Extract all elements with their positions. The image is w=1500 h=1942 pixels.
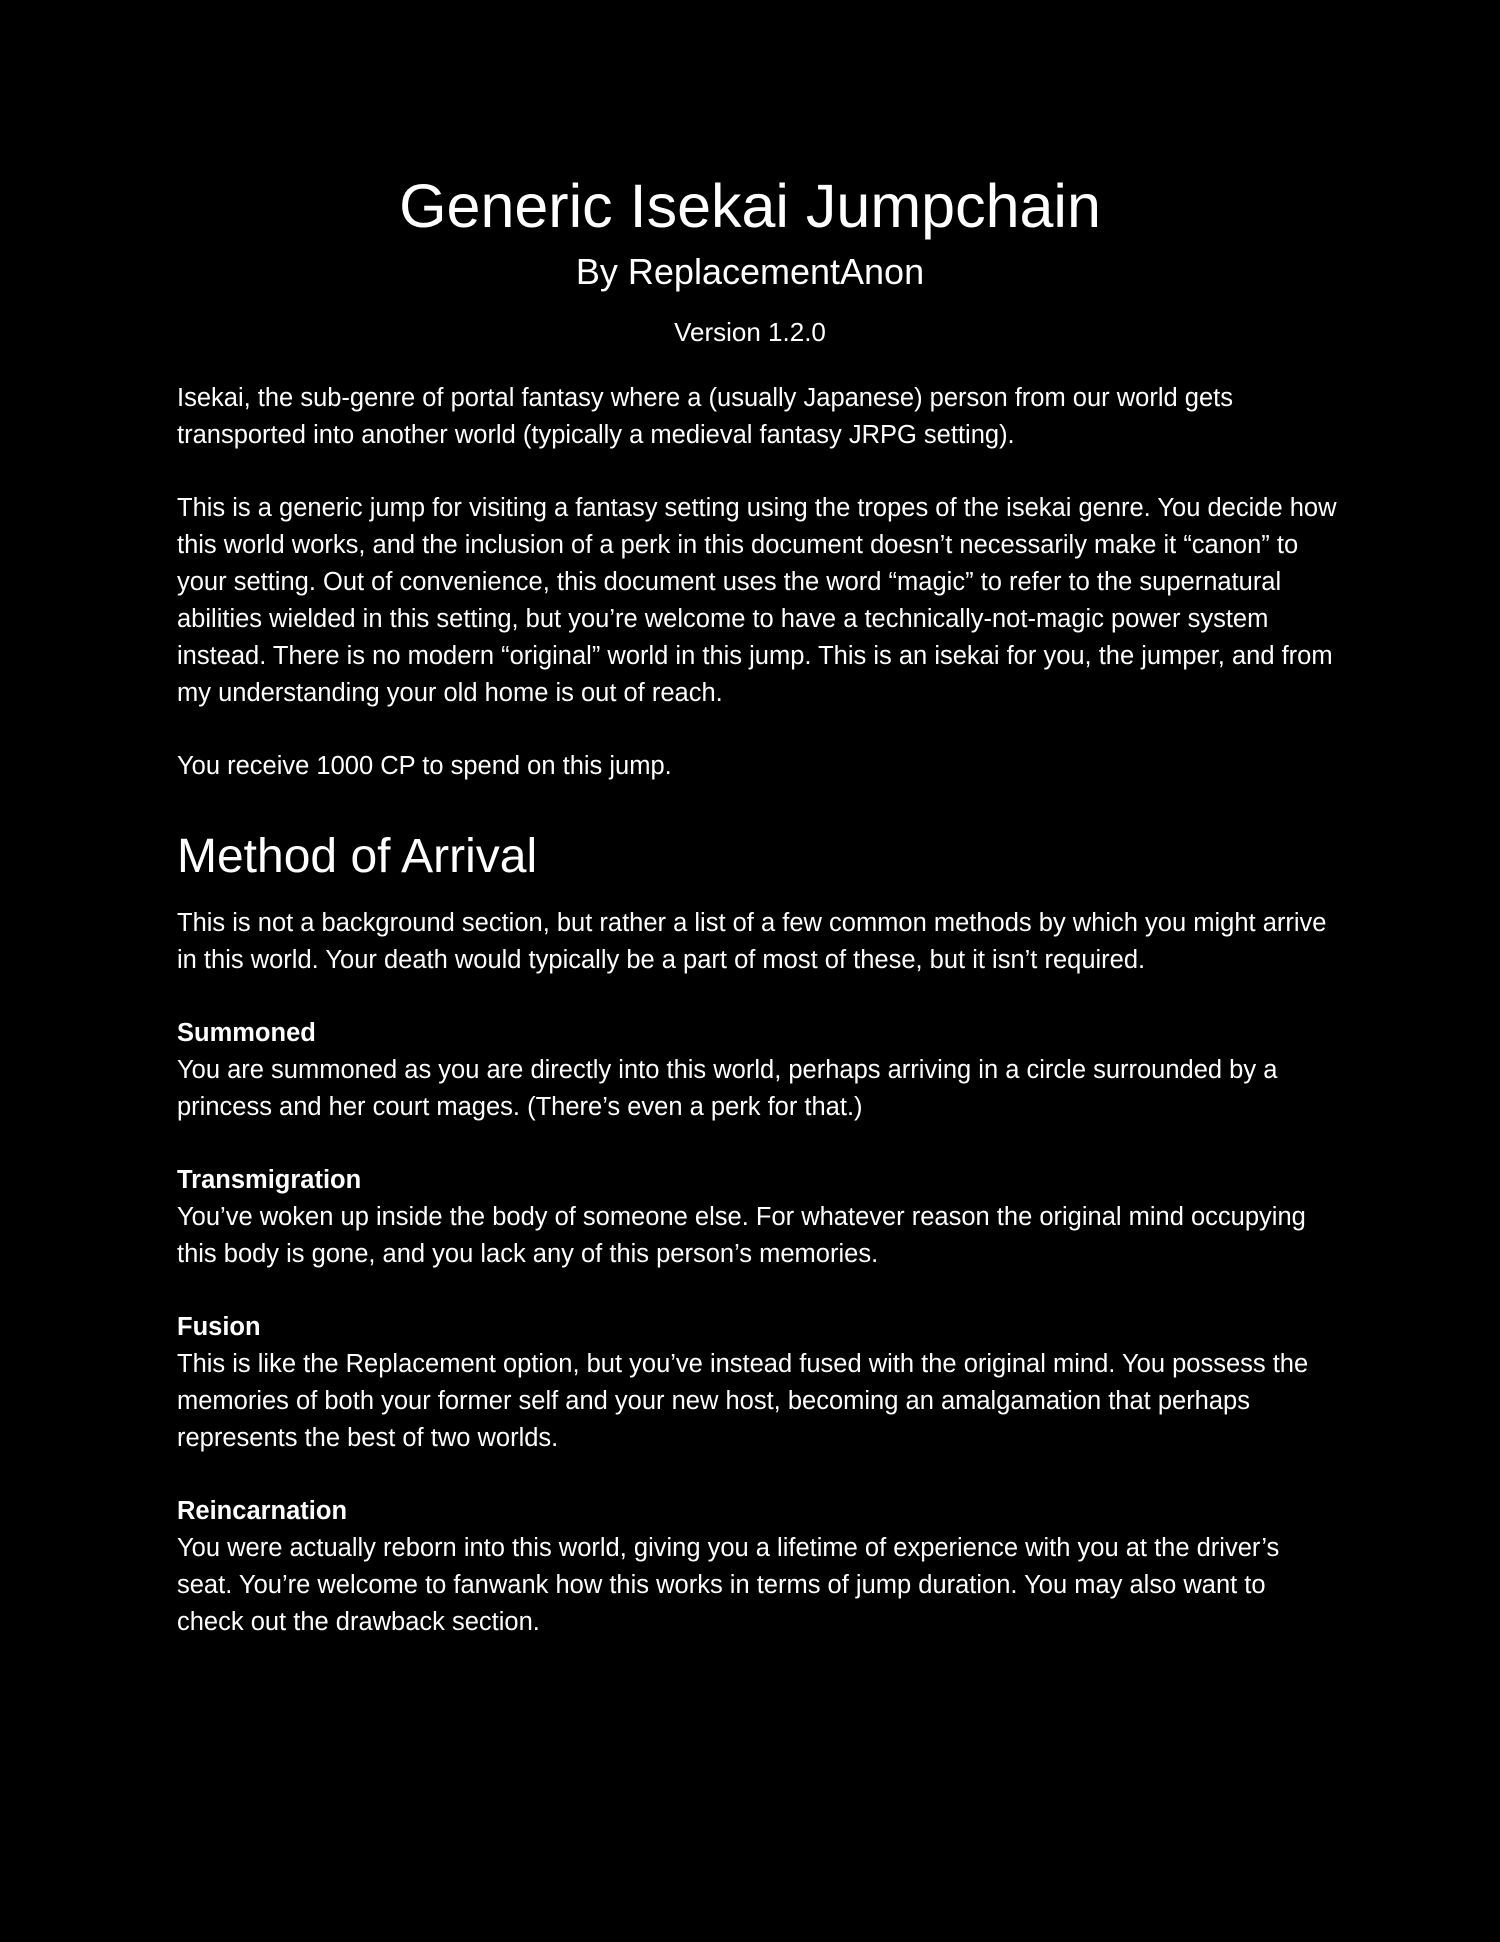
document-title: Generic Isekai Jumpchain	[399, 172, 1101, 240]
method-reincarnation	[177, 1493, 1337, 1641]
method-fusion	[177, 1309, 1337, 1457]
intro-paragraph-1: Isekai, the sub-genre of portal fantasy where a (usually Japanese) person from our world gets transported into another world (typically a medieval fantasy JRPG setting).	[177, 384, 1233, 449]
arrival-intro-paragraph: This is not a background section, but rather a list of a few common methods by which you might arrive in this world. Your death would typically be a part of most of these, but it isn’t required.	[177, 909, 1327, 974]
section-heading-arrival: Method of Arrival	[177, 830, 538, 883]
intro-paragraph-3: You receive 1000 CP to spend on this jump.	[177, 752, 672, 780]
method-description: This is like the Replacement option, but you’ve instead fused with the original mind. You possess the memories of both your former self and your new host, becoming an amalgamation that perhaps represents the best of two worlds.	[177, 1350, 1309, 1452]
method-name: Fusion	[177, 1313, 261, 1341]
method-name: Summoned	[177, 1019, 316, 1047]
method-summoned	[177, 1015, 1337, 1126]
method-description: You were actually reborn into this world, giving you a lifetime of experience with you at the driver’s seat. You’re welcome to fanwank how this works in terms of jump duration. You may also want to check out the drawback section.	[177, 1534, 1280, 1636]
method-name: Transmigration	[177, 1166, 362, 1194]
method-transmigration	[177, 1162, 1337, 1273]
method-name: Reincarnation	[177, 1497, 348, 1525]
document-version: Version 1.2.0	[674, 317, 826, 347]
method-description: You are summoned as you are directly into this world, perhaps arriving in a circle surrounded by a princess and her court mages. (There’s even a perk for that.)	[177, 1056, 1278, 1121]
document-author: By ReplacementAnon	[575, 251, 925, 292]
intro-paragraph-2: This is a generic jump for visiting a fantasy setting using the tropes of the isekai genre. You decide how this world works, and the inclusion of a perk in this document doesn’t necessarily make it “canon” to your setting. Out of convenience, this document uses the word “magic” to refer to the supernatural abilities wielded in this setting, but you’re welcome to have a technically-not-magic power system instead. There is no modern “original” world in this jump. This is an isekai for you, the jumper, and from my understanding your old home is out of reach.	[177, 494, 1337, 707]
document-content	[177, 170, 1337, 1641]
method-description: You’ve woken up inside the body of someone else. For whatever reason the original mind occupying this body is gone, and you lack any of this person’s memories.	[177, 1203, 1306, 1268]
